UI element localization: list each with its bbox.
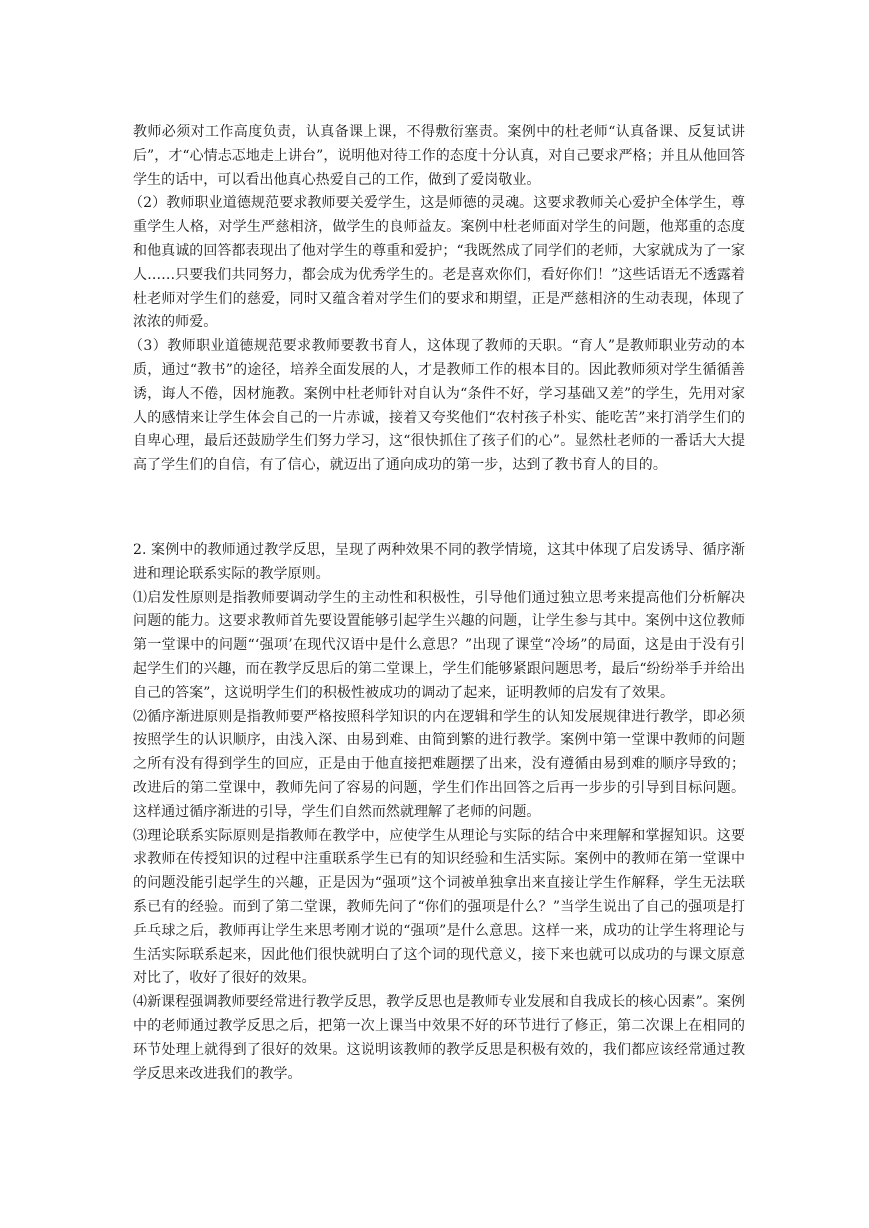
paragraph-theory-practice-principle: ⑶理论联系实际原则是指教师在教学中，应使学生从理论与实际的结合中来理解和掌握知识。这要求教师在传授知识的过程中注重联系学生已有的知识经验和生活实际。案例中的教师在第一堂课中的问题没能引起学生的兴趣，正是因为“强项”这个词被单独拿出来直接让学生作解释，学生无法联系已有的经验。而到了第二堂课，教师先问了“你们的强项是什么？”当学生说出了自己的强项是打乒乓球之后，教师再让学生来思考刚才说的“强项”是什么意思。这样一来，成功的让学生将理论与生活实际联系起来，因此他们很快就明白了这个词的现代意义，接下来也就可以成功的与课文原意对比了，收好了很好的效果。	[133, 827, 745, 987]
paragraph-gradual-progress-principle: ⑵循序渐进原则是指教师要严格按照科学知识的内在逻辑和学生的认知发展规律进行教学，即必须按照学生的认识顺序，由浅入深、由易到难、由简到繁的进行教学。案例中第一堂课中教师的问题之所有没有得到学生的回应，正是由于他直接把难题摆了出来，没有遵循由易到难的顺序导致的；改进后的第二堂课中，教师先问了容易的问题，学生们作出回答之后再一步步的引导到目标问题。这样通过循序渐进的引导，学生们自然而然就理解了老师的问题。	[133, 708, 745, 820]
paragraph-teach-and-educate: （3）教师职业道德规范要求教师要教书育人，这体现了教师的天职。“育人”是教师职业劳动的本质，通过“教书”的途径，培养全面发展的人，才是教师工作的根本目的。因此教师须对学生循循善诱，诲人不倦，因材施教。案例中杜老师针对自认为“条件不好，学习基础又差”的学生，先用对家人的感情来让学生体会自己的一片赤诚，接着又夸奖他们“农村孩子朴实、能吃苦”来打消学生们的自卑心理，最后还鼓励学生们努力学习，这“很快抓住了孩子们的心”。显然杜老师的一番话大大提高了学生们的自信，有了信心，就迈出了通向成功的第一步，达到了教书育人的目的。	[129, 338, 745, 474]
paragraph-teacher-responsibility: 教师必须对工作高度负责，认真备课上课，不得敷衍塞责。案例中的杜老师“认真备课、反复试讲后”，才“心情忐忑地走上讲台”，说明他对待工作的态度十分认真，对自己要求严格；并且从他回答学生的话中，可以看出他真心热爱自己的工作，做到了爱岗敬业。	[133, 124, 745, 188]
answer-section-1	[129, 121, 745, 478]
paragraph-care-for-students: （2）教师职业道德规范要求教师要关爱学生，这是师德的灵魂。这要求教师关心爱护全体学生，尊重学生人格，对学生严慈相济，做学生的良师益友。案例中杜老师面对学生的问题，他郑重的态度和他真诚的回答都表现出了他对学生的尊重和爱护；“我既然成了同学们的老师，大家就成为了一家人……只要我们共同努力，都会成为优秀学生的。老是喜欢你们，看好你们！”这些话语无不透露着杜老师对学生们的慈爱，同时又蕴含着对学生们的要求和期望，正是严慈相济的生动表现，体现了浓浓的师爱。	[129, 195, 745, 331]
paragraph-teaching-reflection: ⑷新课程强调教师要经常进行教学反思，教学反思也是教师专业发展和自我成长的核心因素”。案例中的老师通过教学反思之后，把第一次上课当中效果不好的环节进行了修正，第二次课上在相同的环节处理上就得到了很好的效果。这说明该教师的教学反思是积极有效的，我们都应该经常通过教学反思来改进我们的教学。	[133, 994, 745, 1082]
paragraph-heuristic-principle: ⑴启发性原则是指教师要调动学生的主动性和积极性，引导他们通过独立思考来提高他们分析解决问题的能力。这要求教师首先要设置能够引起学生兴趣的问题，让学生参与其中。案例中这位教师第一堂课中的问题“‘强项’在现代汉语中是什么意思？”出现了课堂“冷场”的局面，这是由于没有引起学生们的兴趣，而在教学反思后的第二堂课上，学生们能够紧跟问题思考，最后“纷纷举手并给出自己的答案”，这说明学生们的积极性被成功的调动了起来，证明教师的启发有了效果。	[133, 589, 745, 701]
answer-section-2	[133, 539, 745, 1086]
paragraph-teaching-principles-intro: 2. 案例中的教师通过教学反思，呈现了两种效果不同的教学情境，这其中体现了启发诱导、循序渐进和理论联系实际的教学原则。	[133, 542, 745, 582]
